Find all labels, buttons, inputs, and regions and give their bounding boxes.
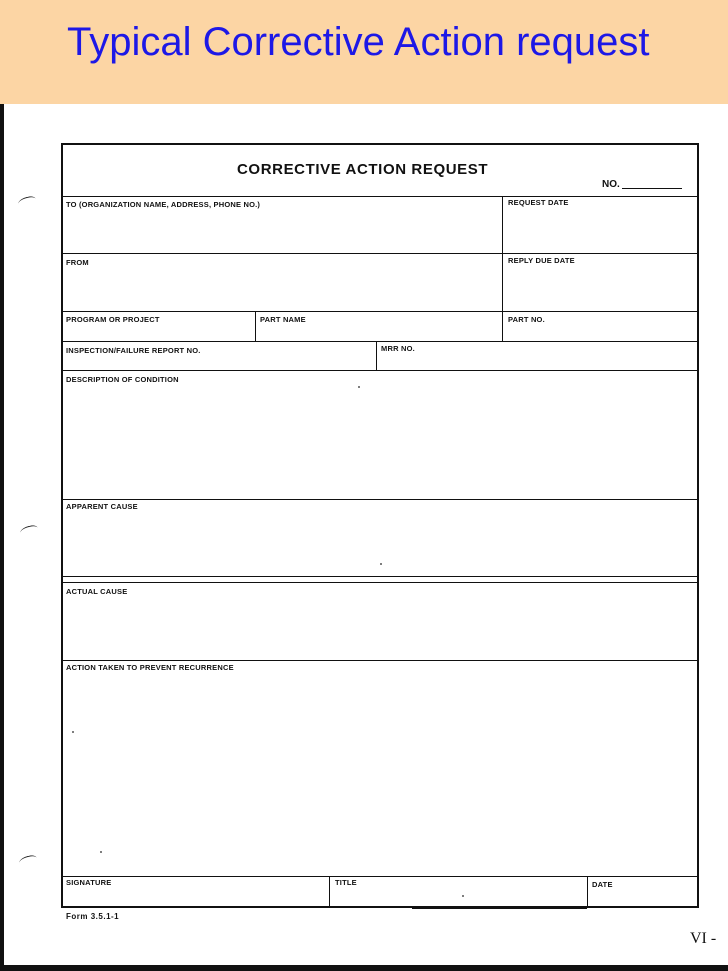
scan-speck [358,386,360,388]
row-divider [61,582,699,583]
form-title: CORRECTIVE ACTION REQUEST [237,161,489,178]
row-divider [61,311,699,312]
column-divider [502,196,503,311]
page-left-edge [0,104,4,968]
signature-underline [412,908,587,909]
reply-due-date-field[interactable]: REPLY DUE DATE [508,256,575,265]
row-divider [61,341,699,342]
page-bottom-edge [0,965,728,971]
column-divider [502,311,503,341]
program-or-project-field[interactable]: PROGRAM OR PROJECT [66,315,160,324]
page-number: VI - [690,930,717,947]
row-divider [61,196,699,197]
actual-cause-field[interactable]: ACTUAL CAUSE [66,587,128,596]
signature-field[interactable]: SIGNATURE [66,878,112,887]
date-field[interactable]: DATE [592,880,613,889]
row-divider [61,876,699,877]
description-of-condition-field[interactable]: DESCRIPTION OF CONDITION [66,375,179,384]
to-field[interactable]: TO (ORGANIZATION NAME, ADDRESS, PHONE NO.) [66,200,261,209]
apparent-cause-field[interactable]: APPARENT CAUSE [66,502,138,511]
part-no-field[interactable]: PART NO. [508,315,545,324]
request-date-field[interactable]: REQUEST DATE [508,198,569,207]
punch-mark [18,854,37,867]
form-no-label: NO. [602,179,620,190]
inspection-report-no-field[interactable]: INSPECTION/FAILURE REPORT NO. [66,346,201,355]
column-divider [376,341,377,370]
form-frame [61,143,699,908]
scan-speck [462,895,464,897]
row-divider [61,499,699,500]
column-divider [255,311,256,341]
punch-mark [17,195,36,208]
form-no-field[interactable] [622,188,682,189]
form-number: Form 3.5.1-1 [66,912,120,921]
title-banner [0,0,728,104]
part-name-field[interactable]: PART NAME [260,315,306,324]
row-divider [61,576,699,577]
row-divider [61,660,699,661]
column-divider [329,876,330,908]
punch-mark [19,524,38,537]
scan-speck [100,851,102,853]
column-divider [587,876,588,908]
mrr-no-field[interactable]: MRR NO. [381,344,415,353]
scan-speck [380,563,382,565]
from-field[interactable]: FROM [66,258,89,267]
slide-title: Typical Corrective Action request [67,20,650,64]
title-field[interactable]: TITLE [335,878,357,887]
row-divider [61,370,699,371]
row-divider [61,253,699,254]
scan-speck [72,731,74,733]
action-taken-field[interactable]: ACTION TAKEN TO PREVENT RECURRENCE [66,663,234,672]
